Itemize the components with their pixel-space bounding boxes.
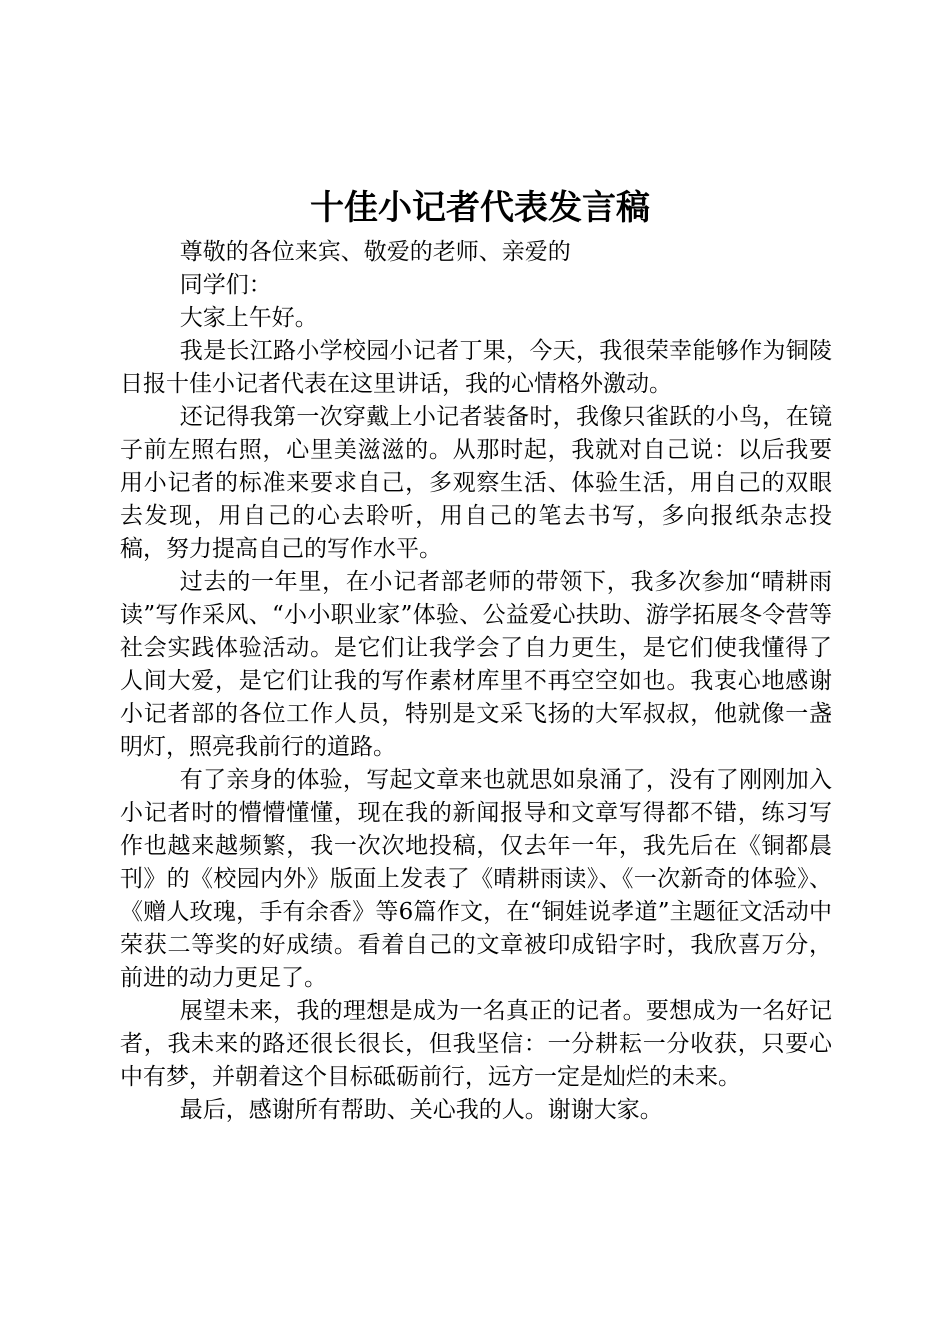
- salutation-line-2: 同学们：: [179, 272, 272, 298]
- paragraph: 过去的一年里，在小记者部老师的带领下，我多次参加“晴耕雨读”写作采风、“小小职业家”体验、公益爱心扶助、游学拓展冬令营等社会实践体验活动。是它们让我学会了自力更生，是它们使我懂得了人间大爱，是它们让我的写作素材库里不再空空如也。我衷心地感谢小记者部的各位工作人员，特别是文采飞扬的大军叔叔，他就像一盏明灯，照亮我前行的道路。: [120, 569, 832, 760]
- paragraph: 还记得我第一次穿戴上小记者装备时，我像只雀跃的小鸟，在镜子前左照右照，心里美滋滋的。从那时起，我就对自己说：以后我要用小记者的标准来要求自己，多观察生活、体验生活，用自己的双眼去发现，用自己的心去聆听，用自己的笔去书写，多向报纸杂志投稿，努力提高自己的写作水平。: [120, 404, 832, 562]
- greeting-line: 大家上午好。: [179, 305, 318, 331]
- document-title: 十佳小记者代表发言稿: [310, 188, 650, 228]
- paragraph: 我是长江路小学校园小记者丁果，今天，我很荣幸能够作为铜陵日报十佳小记者代表在这里讲话，我的心情格外激动。: [120, 338, 832, 397]
- salutation-line-1: 尊敬的各位来宾、敬爱的老师、亲爱的: [179, 239, 571, 265]
- paragraph: 最后，感谢所有帮助、关心我的人。谢谢大家。: [179, 1097, 663, 1123]
- paragraph: 有了亲身的体验，写起文章来也就思如泉涌了，没有了刚刚加入小记者时的懵懵懂懂，现在我的新闻报导和文章写得都不错，练习写作也越来越频繁，我一次次地投稿，仅去年一年，我先后在《铜都晨刊》的《校园内外》版面上发表了《晴耕雨读》、《一次新奇的体验》、《赠人玫瑰，手有余香》等6篇作文，在“铜娃说孝道”主题征文活动中荣获二等奖的好成绩。看着自己的文章被印成铅字时，我欣喜万分，前进的动力更足了。: [120, 767, 832, 991]
- document-body: [120, 236, 832, 1127]
- paragraph: 展望未来，我的理想是成为一名真正的记者。要想成为一名好记者，我未来的路还很长很长，但我坚信：一分耕耘一分收获，只要心中有梦，并朝着这个目标砥砺前行，远方一定是灿烂的未来。: [120, 998, 832, 1090]
